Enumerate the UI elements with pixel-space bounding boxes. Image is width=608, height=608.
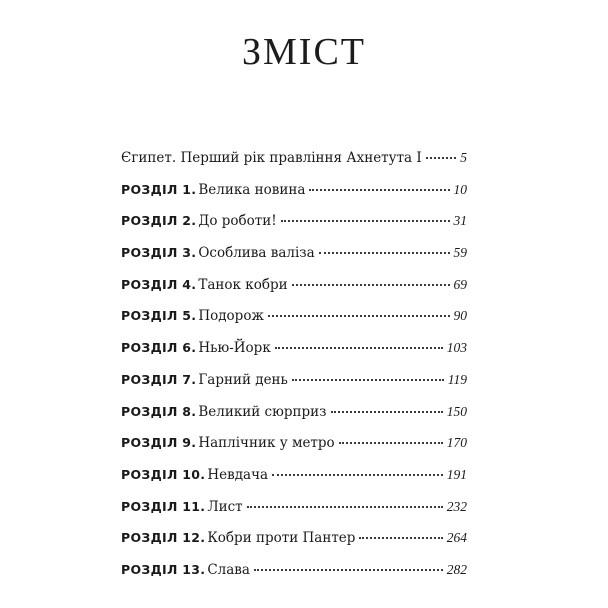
chapter-label: РОЗДІЛ 1. — [121, 181, 197, 197]
toc-entry — [121, 467, 467, 499]
chapter-label: РОЗДІЛ 3. — [121, 245, 197, 261]
dot-leader — [275, 347, 443, 349]
page-number: 10 — [453, 181, 467, 197]
toc-entry — [121, 277, 467, 309]
chapter-label: РОЗДІЛ 2. — [121, 213, 197, 229]
page-number: 59 — [453, 245, 467, 261]
dot-leader — [331, 411, 443, 413]
dot-leader — [281, 220, 450, 222]
toc-entry — [121, 404, 467, 436]
chapter-name: До роботи! — [198, 213, 277, 230]
chapter-name: Єгипет. Перший рік правління Ахнетута I — [121, 150, 422, 166]
chapter-name: Нью-Йорк — [198, 340, 271, 357]
page-number: 31 — [453, 213, 467, 229]
chapter-name: Невдача — [207, 466, 269, 483]
dot-leader — [292, 284, 450, 286]
page-number: 103 — [446, 340, 467, 356]
dot-leader — [272, 474, 443, 476]
page-number: 69 — [453, 276, 467, 292]
toc-entry — [121, 530, 467, 562]
chapter-name: Лист — [207, 498, 243, 515]
dot-leader — [268, 315, 450, 317]
page-number: 90 — [453, 308, 467, 324]
chapter-name: Наплічник у метро — [198, 435, 335, 452]
dot-leader — [359, 537, 442, 539]
page-number: 282 — [446, 561, 467, 577]
dot-leader — [339, 442, 443, 444]
dot-leader — [254, 569, 443, 571]
toc-entry — [121, 213, 467, 245]
chapter-label: РОЗДІЛ 5. — [121, 308, 197, 324]
toc-entry — [121, 562, 467, 594]
chapter-label: РОЗДІЛ 11. — [121, 498, 206, 514]
dot-leader — [292, 379, 444, 381]
page-number: 232 — [446, 498, 467, 514]
chapter-name: Подорож — [198, 308, 264, 325]
chapter-label: РОЗДІЛ 6. — [121, 340, 197, 356]
page-number: 150 — [446, 403, 467, 419]
dot-leader — [309, 189, 449, 191]
page-number: 119 — [447, 371, 467, 387]
chapter-label: РОЗДІЛ 8. — [121, 403, 197, 419]
chapter-label: РОЗДІЛ 10. — [121, 466, 206, 482]
dot-leader — [319, 252, 450, 254]
chapter-name: Гарний день — [198, 371, 288, 388]
chapter-label: РОЗДІЛ 4. — [121, 276, 197, 292]
chapter-label: РОЗДІЛ 7. — [121, 371, 197, 387]
chapter-name: Кобри проти Пантер — [207, 530, 356, 547]
chapter-name: Велика новина — [198, 181, 306, 198]
chapter-name: Великий сюрприз — [198, 403, 327, 420]
toc-entry — [121, 435, 467, 467]
dot-leader — [426, 157, 457, 159]
page-number: 5 — [460, 150, 467, 165]
toc-entry — [121, 308, 467, 340]
chapter-label: РОЗДІЛ 9. — [121, 435, 197, 451]
toc-entry — [121, 499, 467, 531]
toc-entry — [121, 340, 467, 372]
table-of-contents — [121, 150, 467, 594]
toc-entry — [121, 245, 467, 277]
chapter-label: РОЗДІЛ 13. — [121, 561, 206, 577]
toc-entry — [121, 150, 467, 182]
page-number: 264 — [446, 530, 467, 546]
page-number: 170 — [446, 435, 467, 451]
chapter-name: Танок кобри — [198, 276, 288, 293]
chapter-name: Слава — [207, 561, 250, 578]
chapter-name: Особлива валіза — [198, 245, 315, 262]
toc-entry — [121, 182, 467, 214]
dot-leader — [247, 506, 443, 508]
page-number: 191 — [446, 466, 467, 482]
chapter-label: РОЗДІЛ 12. — [121, 530, 206, 546]
page-title: ЗМІСТ — [241, 31, 367, 73]
toc-entry — [121, 372, 467, 404]
